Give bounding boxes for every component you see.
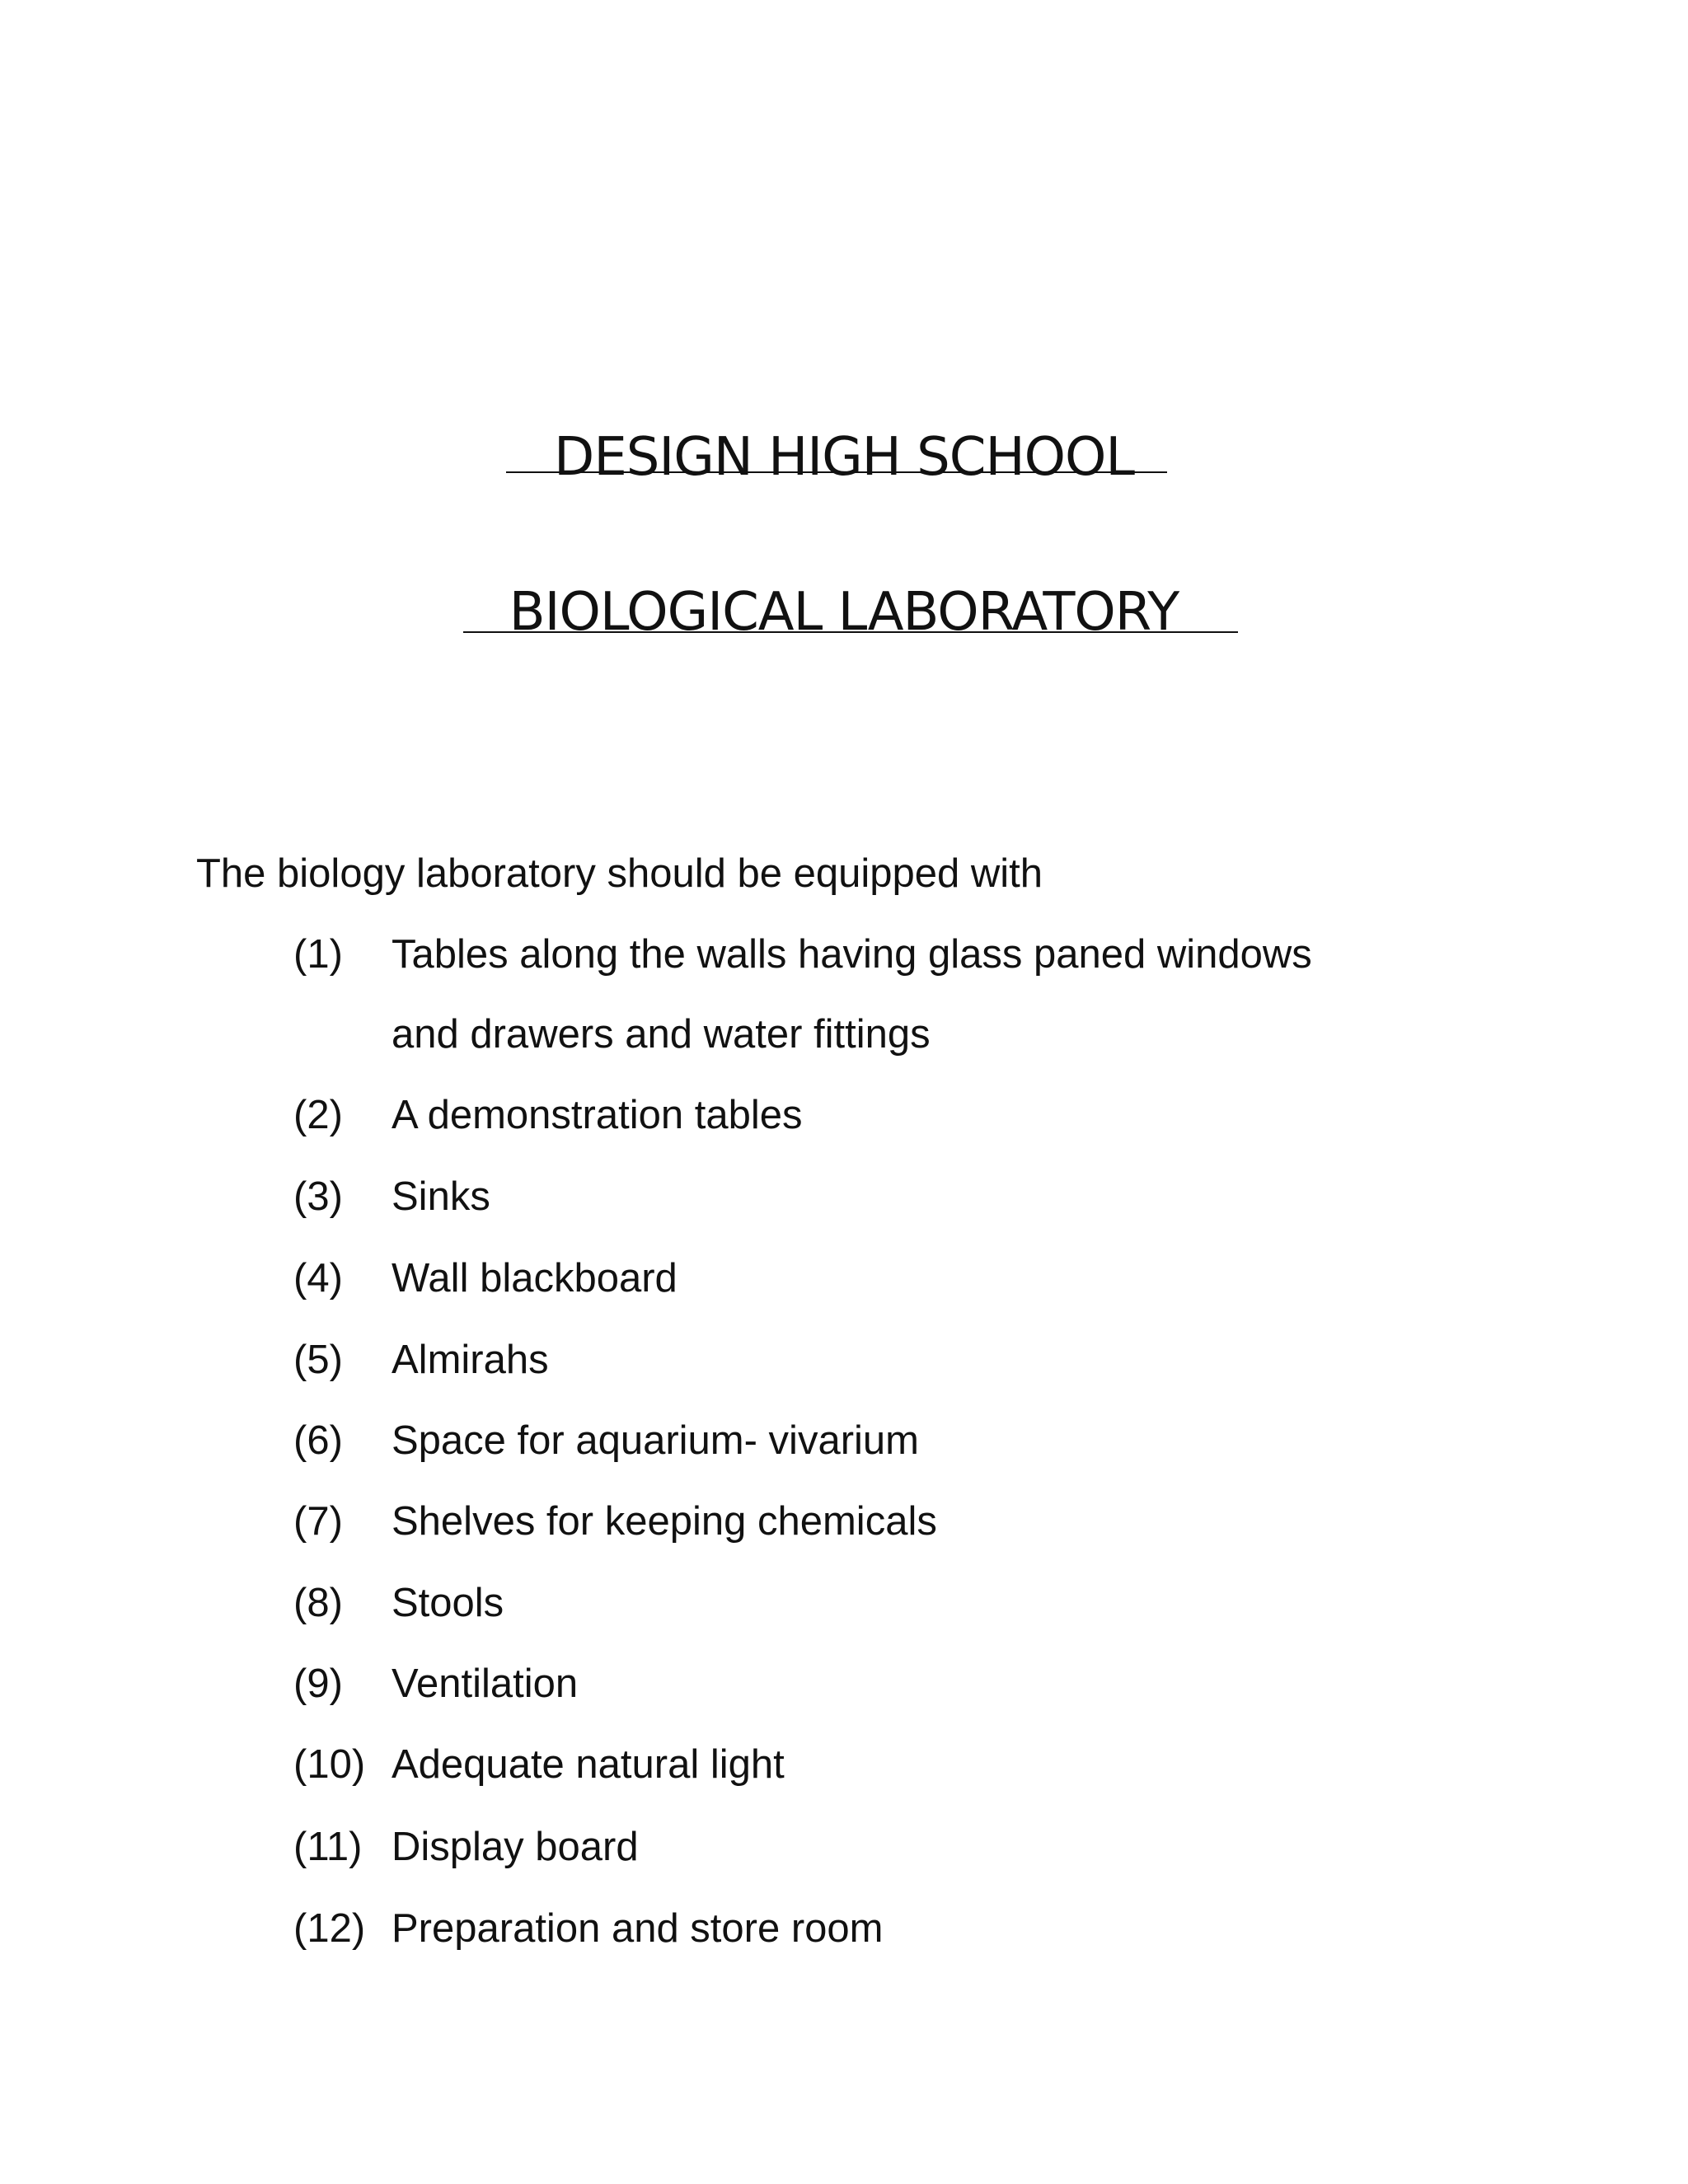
list-item-text: Shelves for keeping chemicals — [392, 1499, 937, 1544]
list-item-number: (7) — [293, 1499, 343, 1544]
list-item-text: Stools — [392, 1581, 504, 1625]
list-item-text: Sinks — [392, 1174, 490, 1219]
list-item-number: (11) — [293, 1825, 363, 1869]
list-item-text: Wall blackboard — [392, 1256, 678, 1301]
list-item-number: (2) — [293, 1093, 343, 1137]
list-item-number: (9) — [293, 1661, 343, 1706]
list-item-text: Adequate natural light — [392, 1742, 785, 1787]
list-item-continuation: and drawers and water fittings — [392, 1012, 931, 1057]
subtitle-biological-laboratory: BIOLOGICAL LABORATORY — [509, 582, 1179, 643]
list-item-number: (8) — [293, 1581, 343, 1625]
list-item-text: Tables along the walls having glass paned windows — [392, 932, 1312, 977]
list-item-number: (12) — [293, 1906, 366, 1951]
list-item-text: Display board — [392, 1825, 639, 1869]
list-item-number: (10) — [293, 1742, 366, 1787]
list-item-number: (4) — [293, 1256, 343, 1301]
list-item-number: (3) — [293, 1174, 343, 1219]
list-item-text: Preparation and store room — [392, 1906, 884, 1951]
list-item-text: Ventilation — [392, 1661, 579, 1706]
list-item-number: (1) — [293, 932, 343, 977]
list-item-number: (5) — [293, 1338, 343, 1382]
list-item-text: Space for aquarium- vivarium — [392, 1418, 919, 1463]
list-item-text: A demonstration tables — [392, 1093, 803, 1137]
title-underline — [506, 471, 1167, 473]
title-design-high-school: DESIGN HIGH SCHOOL — [554, 427, 1134, 488]
list-item-number: (6) — [293, 1418, 343, 1463]
subtitle-underline — [463, 631, 1238, 633]
intro-sentence: The biology laboratory should be equipped with — [196, 851, 1043, 896]
list-item-text: Almirahs — [392, 1338, 549, 1382]
